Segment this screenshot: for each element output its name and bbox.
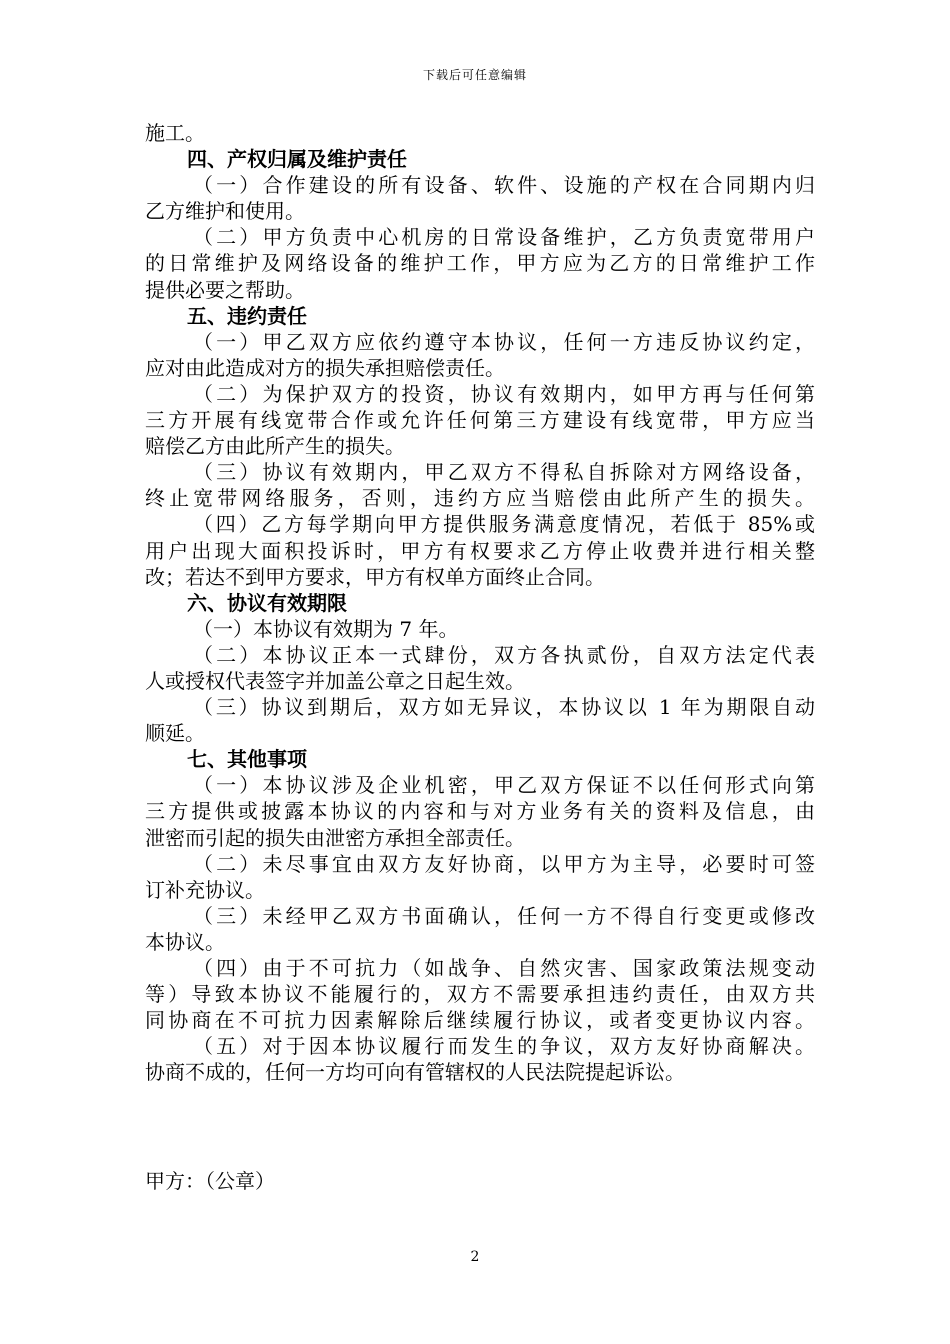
body-line: 的日常维护及网络设备的维护工作，甲方应为乙方的日常维护工作 <box>145 251 815 276</box>
clause-line: （三）协议到期后，双方如无异议，本协议以 1 年为期限自动 <box>193 695 815 720</box>
body-line: 赔偿乙方由此所产生的损失。 <box>145 434 405 459</box>
clause-line: （一）本协议涉及企业机密，甲乙双方保证不以任何形式向第 <box>193 773 815 798</box>
body-line: 乙方维护和使用。 <box>145 199 305 224</box>
body-line: 人或授权代表签字并加盖公章之日起生效。 <box>145 668 525 693</box>
document-body <box>145 120 815 1085</box>
party-a-signature: 甲方：（公章） <box>145 1169 275 1193</box>
section-heading: 四、产权归属及维护责任 <box>187 147 407 172</box>
body-line: 应对由此造成对方的损失承担赔偿责任。 <box>145 355 505 380</box>
body-line: 等）导致本协议不能履行的，双方不需要承担违约责任，由双方共 <box>145 982 815 1007</box>
body-line: 泄密而引起的损失由泄密方承担全部责任。 <box>145 825 525 850</box>
body-line: 改；若达不到甲方要求，甲方有权单方面终止合同。 <box>145 564 605 589</box>
body-line: 提供必要之帮助。 <box>145 277 305 302</box>
body-line: 三方提供或披露本协议的内容和与对方业务有关的资料及信息，由 <box>145 799 815 824</box>
clause-line: （四）由于不可抗力（如战争、自然灾害、国家政策法规变动 <box>193 956 815 980</box>
body-line: 三方开展有线宽带合作或允许任何第三方建设有线宽带，甲方应当 <box>145 408 815 433</box>
body-line: 本协议。 <box>145 929 225 954</box>
clause-line: （一）甲乙双方应依约遵守本协议，任何一方违反协议约定， <box>193 329 815 354</box>
body-line: 协商不成的，任何一方均可向有管辖权的人民法院提起诉讼。 <box>145 1060 685 1085</box>
clause-line: （五）对于因本协议履行而发生的争议，双方友好协商解决。 <box>193 1034 815 1059</box>
body-line: 施工。 <box>145 121 205 145</box>
section-heading: 五、违约责任 <box>187 303 307 328</box>
section-heading: 六、协议有效期限 <box>187 590 347 615</box>
clause-line: （一）合作建设的所有设备、软件、设施的产权在合同期内归 <box>193 173 815 198</box>
clause-line: （四）乙方每学期向甲方提供服务满意度情况，若低于 85%或 <box>193 512 815 537</box>
page-header-note: 下载后可任意编辑 <box>422 68 527 82</box>
clause-line: （一）本协议有效期为 7 年。 <box>193 616 459 641</box>
page-number: 2 <box>470 1249 480 1265</box>
body-line: 订补充协议。 <box>145 877 265 902</box>
body-line: 顺延。 <box>145 721 205 746</box>
clause-line: （二）本协议正本一式肆份，双方各执贰份，自双方法定代表 <box>193 642 815 667</box>
section-heading: 七、其他事项 <box>187 747 307 772</box>
clause-line: （二）未尽事宜由双方友好协商，以甲方为主导，必要时可签 <box>193 851 815 876</box>
body-line: 终止宽带网络服务，否则，违约方应当赔偿由此所产生的损失。 <box>145 486 815 511</box>
body-line: 同协商在不可抗力因素解除后继续履行协议，或者变更协议内容。 <box>145 1008 815 1033</box>
clause-line: （二）甲方负责中心机房的日常设备维护，乙方负责宽带用户 <box>193 225 815 250</box>
clause-line: （二）为保护双方的投资，协议有效期内，如甲方再与任何第 <box>193 381 815 406</box>
clause-line: （三）协议有效期内，甲乙双方不得私自拆除对方网络设备， <box>193 460 815 485</box>
body-line: 用户出现大面积投诉时，甲方有权要求乙方停止收费并进行相关整 <box>145 538 815 563</box>
clause-line: （三）未经甲乙双方书面确认，任何一方不得自行变更或修改 <box>193 903 815 928</box>
